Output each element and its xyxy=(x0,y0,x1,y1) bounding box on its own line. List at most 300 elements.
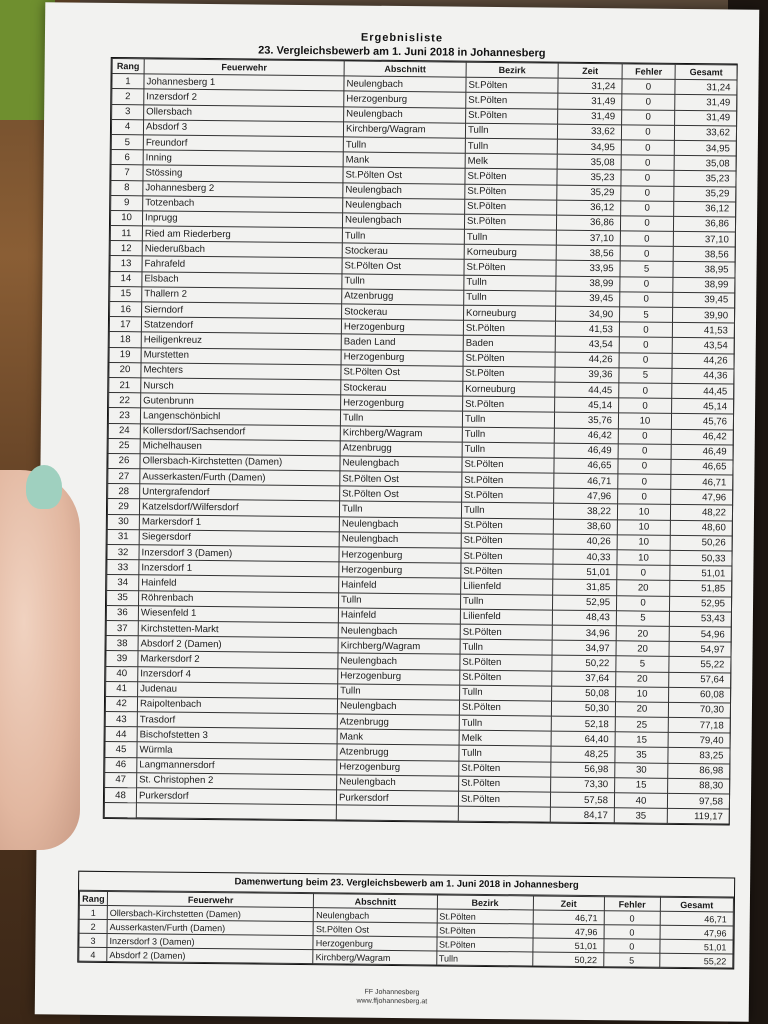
cell-rang: 4 xyxy=(79,947,107,961)
cell-bezirk: Tulln xyxy=(464,275,556,291)
cell-bezirk: Korneuburg xyxy=(463,381,555,397)
cell-rang: 13 xyxy=(110,256,142,272)
cell-rang: 48 xyxy=(104,787,136,803)
cell-gesamt: 46,49 xyxy=(671,444,733,460)
cell-zeit: 39,45 xyxy=(556,291,620,307)
cell-rang: 20 xyxy=(109,362,141,378)
cell-gesamt: 31,49 xyxy=(675,110,737,126)
cell-gesamt: 35,08 xyxy=(674,156,736,172)
cell-rang: 37 xyxy=(106,620,138,636)
cell-zeit: 38,99 xyxy=(556,276,620,292)
cell-bezirk: Tulln xyxy=(462,442,554,458)
cell-gesamt: 46,65 xyxy=(671,459,733,475)
cell-fehler: 0 xyxy=(619,322,672,338)
cell-zeit: 46,42 xyxy=(554,428,618,444)
cell-rang: 46 xyxy=(105,757,137,773)
cell-fehler: 15 xyxy=(615,778,668,794)
cell-feuerwehr: Absdorf 3 xyxy=(143,120,343,137)
damen-col-zeit: Zeit xyxy=(533,896,604,911)
cell-gesamt: 45,14 xyxy=(672,398,734,414)
cell-zeit: 47,96 xyxy=(554,488,618,504)
col-header-bezirk: Bezirk xyxy=(466,62,558,78)
cell-gesamt: 31,49 xyxy=(675,95,737,111)
cell-zeit: 34,97 xyxy=(552,640,616,656)
cell-zeit: 34,90 xyxy=(556,306,620,322)
cell-rang: 9 xyxy=(111,195,143,211)
cell-zeit: 35,23 xyxy=(557,169,621,185)
cell-fehler: 20 xyxy=(616,641,669,657)
cell-bezirk: Lilienfeld xyxy=(460,609,552,625)
cell-abschnitt: Neulengbach xyxy=(314,908,437,923)
cell-feuerwehr: Bischofstetten 3 xyxy=(137,727,337,744)
cell-fehler: 0 xyxy=(620,246,673,262)
results-table xyxy=(104,58,738,825)
cell-abschnitt: Mank xyxy=(337,729,459,745)
cell-fehler: 0 xyxy=(604,925,660,940)
cell-rang: 11 xyxy=(110,226,142,242)
cell-rang: 15 xyxy=(110,286,142,302)
cell-rang: 4 xyxy=(111,119,143,135)
cell-gesamt: 77,18 xyxy=(668,717,730,733)
cell-fehler: 0 xyxy=(620,216,673,232)
cell-fehler: 0 xyxy=(621,201,674,217)
damen-col-abschnitt: Abschnitt xyxy=(314,894,437,909)
cell-abschnitt: Stockerau xyxy=(342,243,464,259)
cell-bezirk: Lilienfeld xyxy=(461,579,553,595)
cell-gesamt: 51,01 xyxy=(660,939,733,954)
cell-abschnitt: Kirchberg/Wagram xyxy=(338,638,460,654)
cell-abschnitt: St.Pölten Ost xyxy=(313,922,436,937)
cell-rang: 6 xyxy=(111,150,143,166)
cell-fehler: 0 xyxy=(622,109,675,125)
cell-bezirk: Melk xyxy=(465,153,557,169)
cell-zeit: 44,45 xyxy=(555,382,619,398)
cell-rang: 3 xyxy=(112,104,144,120)
cell-rang: 42 xyxy=(105,696,137,712)
cell-fehler: 0 xyxy=(619,398,672,414)
cell-abschnitt: Stockerau xyxy=(341,380,463,396)
cell-fehler: 0 xyxy=(618,444,671,460)
cell-zeit: 50,22 xyxy=(532,952,603,967)
cell-feuerwehr: Thallern 2 xyxy=(142,287,342,304)
cell-gesamt: 44,36 xyxy=(672,368,734,384)
cell-rang: 43 xyxy=(105,712,137,728)
cell-rang: 1 xyxy=(79,905,107,919)
cell-abschnitt: Atzenbrugg xyxy=(342,289,464,305)
cell-rang: 14 xyxy=(110,271,142,287)
cell-feuerwehr: Inzersdorf 3 (Damen) xyxy=(139,545,339,562)
cell-abschnitt: Neulengbach xyxy=(344,76,466,92)
cell-zeit: 52,95 xyxy=(552,595,616,611)
cell-zeit: 48,25 xyxy=(551,747,615,763)
cell-bezirk: St.Pölten xyxy=(437,923,533,938)
cell-zeit: 46,71 xyxy=(533,910,604,925)
cell-bezirk: St.Pölten xyxy=(437,909,533,924)
cell-zeit: 34,96 xyxy=(552,625,616,641)
cell-bezirk: St.Pölten xyxy=(462,457,554,473)
cell-rang: 5 xyxy=(111,134,143,150)
cell-feuerwehr: Wiesenfeld 1 xyxy=(138,606,338,623)
cell-abschnitt: St.Pölten Ost xyxy=(341,365,463,381)
cell-fehler: 5 xyxy=(620,307,673,323)
cell-feuerwehr: Ollersbach-Kirchstetten (Damen) xyxy=(107,905,313,921)
cell-gesamt: 86,98 xyxy=(668,763,730,779)
damen-heading: Damenwertung beim 23. Vergleichsbewerb am 1. Juni 2018 in Johannesberg xyxy=(79,872,734,898)
cell-feuerwehr: Statzendorf xyxy=(141,317,341,334)
cell-feuerwehr: St. Christophen 2 xyxy=(137,773,337,790)
cell-fehler: 0 xyxy=(620,231,673,247)
cell-feuerwehr: Judenau xyxy=(138,681,338,698)
cell-gesamt: 50,26 xyxy=(670,535,732,551)
cell-gesamt: 43,54 xyxy=(672,338,734,354)
damen-col-gesamt: Gesamt xyxy=(660,897,733,912)
cell-feuerwehr: Langmannersdorf xyxy=(137,757,337,774)
cell-gesamt: 53,43 xyxy=(669,611,731,627)
cell-bezirk: St.Pölten xyxy=(464,214,556,230)
cell-gesamt: 38,99 xyxy=(673,277,735,293)
cell-bezirk: St.Pölten xyxy=(436,937,532,952)
cell-abschnitt: St.Pölten Ost xyxy=(343,167,465,183)
cell-fehler: 10 xyxy=(617,535,670,551)
cell-zeit: 73,30 xyxy=(551,777,615,793)
cell-abschnitt: Neulengbach xyxy=(344,106,466,122)
cell-zeit: 41,53 xyxy=(555,321,619,337)
cell-abschnitt: Neulengbach xyxy=(339,532,461,548)
cell-rang: 25 xyxy=(108,438,140,454)
cell-gesamt: 55,22 xyxy=(660,953,733,968)
cell-fehler: 35 xyxy=(614,808,667,824)
col-header-fehler: Fehler xyxy=(622,64,675,80)
cell-bezirk: St.Pölten xyxy=(460,670,552,686)
cell-abschnitt: Purkersdorf xyxy=(336,790,458,806)
cell-fehler: 10 xyxy=(618,413,671,429)
cell-rang: 1 xyxy=(112,74,144,90)
cell-feuerwehr xyxy=(136,803,336,820)
cell-zeit: 51,01 xyxy=(553,564,617,580)
damen-col-fehler: Fehler xyxy=(604,897,660,912)
cell-bezirk: Tulln xyxy=(459,746,551,762)
cell-abschnitt: Herzogenburg xyxy=(337,760,459,776)
cell-zeit: 44,26 xyxy=(555,352,619,368)
cell-feuerwehr: Ausserkasten/Furth (Damen) xyxy=(140,469,340,486)
cell-feuerwehr: Absdorf 2 (Damen) xyxy=(138,636,338,653)
cell-rang: 12 xyxy=(110,241,142,257)
col-header-feuerwehr: Feuerwehr xyxy=(144,59,344,76)
cell-gesamt: 119,17 xyxy=(667,809,729,825)
cell-abschnitt: Hainfeld xyxy=(338,608,460,624)
cell-bezirk: Tulln xyxy=(460,685,552,701)
cell-feuerwehr: Niederußbach xyxy=(142,241,342,258)
cell-feuerwehr: Ausserkasten/Furth (Damen) xyxy=(107,919,313,935)
cell-gesamt: 45,76 xyxy=(671,414,733,430)
cell-bezirk: Tulln xyxy=(464,290,556,306)
cell-rang: 18 xyxy=(109,332,141,348)
cell-bezirk: St.Pölten xyxy=(458,791,550,807)
cell-zeit: 33,62 xyxy=(557,124,621,140)
footer-url: www.ffjohannesberg.at xyxy=(356,997,428,1006)
cell-fehler: 0 xyxy=(621,155,674,171)
cell-zeit: 46,71 xyxy=(554,473,618,489)
cell-fehler: 20 xyxy=(616,671,669,687)
results-table-frame xyxy=(103,57,738,826)
cell-gesamt: 36,86 xyxy=(673,216,735,232)
cell-rang: 26 xyxy=(108,453,140,469)
cell-bezirk xyxy=(458,806,550,822)
cell-gesamt: 35,23 xyxy=(674,171,736,187)
cell-fehler: 0 xyxy=(619,383,672,399)
cell-gesamt: 60,08 xyxy=(669,687,731,703)
cell-gesamt: 41,53 xyxy=(672,323,734,339)
cell-feuerwehr: Johannesberg 2 xyxy=(143,180,343,197)
cell-fehler: 40 xyxy=(614,793,667,809)
cell-abschnitt: Mank xyxy=(343,152,465,168)
cell-abschnitt: Kirchberg/Wagram xyxy=(313,950,436,965)
cell-rang: 2 xyxy=(112,89,144,105)
cell-zeit: 31,85 xyxy=(553,580,617,596)
cell-gesamt: 48,60 xyxy=(670,520,732,536)
cell-bezirk: St.Pölten xyxy=(462,487,554,503)
cell-bezirk: Tulln xyxy=(465,123,557,139)
cell-gesamt: 70,30 xyxy=(668,702,730,718)
cell-feuerwehr: Kirchstetten-Markt xyxy=(138,621,338,638)
cell-gesamt: 47,96 xyxy=(671,490,733,506)
cell-feuerwehr: Markersdorf 1 xyxy=(139,514,339,531)
cell-bezirk: St.Pölten xyxy=(461,533,553,549)
col-header-abschnitt: Abschnitt xyxy=(344,61,466,77)
cell-fehler: 15 xyxy=(615,732,668,748)
cell-fehler: 10 xyxy=(616,686,669,702)
cell-feuerwehr: Murstetten xyxy=(141,347,341,364)
cell-gesamt: 46,71 xyxy=(660,911,733,926)
cell-abschnitt: Neulengbach xyxy=(342,213,464,229)
cell-feuerwehr: Inzersdorf 3 (Damen) xyxy=(107,933,313,949)
cell-abschnitt: Neulengbach xyxy=(337,775,459,791)
cell-gesamt: 47,96 xyxy=(660,925,733,940)
cell-feuerwehr: Johannesberg 1 xyxy=(144,74,344,91)
cell-bezirk: Tulln xyxy=(465,138,557,154)
cell-zeit: 38,22 xyxy=(553,504,617,520)
cell-fehler: 20 xyxy=(616,626,669,642)
cell-bezirk: St.Pölten xyxy=(466,93,558,109)
cell-rang: 22 xyxy=(109,393,141,409)
cell-feuerwehr: Inzersdorf 1 xyxy=(139,560,339,577)
cell-abschnitt: Neulengbach xyxy=(343,182,465,198)
cell-feuerwehr: Elsbach xyxy=(142,271,342,288)
cell-abschnitt: Tulln xyxy=(342,228,464,244)
cell-bezirk: Tulln xyxy=(464,229,556,245)
cell-fehler: 5 xyxy=(619,368,672,384)
cell-fehler: 30 xyxy=(615,762,668,778)
cell-abschnitt: St.Pölten Ost xyxy=(340,486,462,502)
cell-abschnitt: Neulengbach xyxy=(337,699,459,715)
cell-zeit: 50,08 xyxy=(552,686,616,702)
cell-bezirk: St.Pölten xyxy=(459,761,551,777)
damen-body xyxy=(79,905,734,968)
cell-fehler: 0 xyxy=(621,125,674,141)
cell-feuerwehr: Michelhausen xyxy=(140,438,340,455)
sheet-footer xyxy=(35,984,749,1009)
cell-zeit: 46,49 xyxy=(554,443,618,459)
cell-abschnitt: Herzogenburg xyxy=(344,91,466,107)
cell-fehler: 0 xyxy=(616,595,669,611)
cell-rang: 30 xyxy=(107,514,139,530)
cell-feuerwehr: Freundorf xyxy=(143,135,343,152)
cell-rang: 24 xyxy=(108,423,140,439)
cell-gesamt: 50,33 xyxy=(670,550,732,566)
damen-table xyxy=(78,891,734,969)
cell-abschnitt: Kirchberg/Wagram xyxy=(343,122,465,138)
cell-zeit: 57,58 xyxy=(550,792,614,808)
cell-fehler: 0 xyxy=(618,489,671,505)
cell-abschnitt: Hainfeld xyxy=(339,577,461,593)
cell-rang: 28 xyxy=(108,484,140,500)
cell-abschnitt: Baden Land xyxy=(341,334,463,350)
cell-rang: 31 xyxy=(107,529,139,545)
cell-bezirk: Baden xyxy=(463,336,555,352)
cell-rang: 10 xyxy=(110,210,142,226)
hand-holding-paper xyxy=(0,470,80,850)
cell-feuerwehr: Siegersdorf xyxy=(139,530,339,547)
cell-gesamt: 97,58 xyxy=(667,793,729,809)
cell-fehler: 0 xyxy=(622,94,675,110)
cell-rang: 44 xyxy=(105,727,137,743)
cell-rang: 38 xyxy=(106,636,138,652)
cell-feuerwehr: Kollersdorf/Sachsendorf xyxy=(140,423,340,440)
cell-zeit: 36,86 xyxy=(556,215,620,231)
cell-fehler: 0 xyxy=(621,185,674,201)
cell-fehler: 0 xyxy=(622,79,675,95)
cell-abschnitt: Herzogenburg xyxy=(339,547,461,563)
cell-fehler: 10 xyxy=(617,519,670,535)
cell-zeit: 52,18 xyxy=(551,716,615,732)
cell-gesamt: 51,85 xyxy=(670,581,732,597)
cell-abschnitt: Herzogenburg xyxy=(341,319,463,335)
cell-rang: 16 xyxy=(110,301,142,317)
cell-gesamt: 38,56 xyxy=(673,247,735,263)
cell-bezirk: St.Pölten xyxy=(463,351,555,367)
cell-bezirk: Tulln xyxy=(461,503,553,519)
cell-zeit: 64,40 xyxy=(551,731,615,747)
cell-feuerwehr: Röhrenbach xyxy=(139,590,339,607)
cell-abschnitt: Atzenbrugg xyxy=(337,744,459,760)
cell-abschnitt: Tulln xyxy=(343,137,465,153)
cell-zeit: 40,26 xyxy=(553,534,617,550)
cell-abschnitt: Tulln xyxy=(342,274,464,290)
cell-fehler: 5 xyxy=(616,656,669,672)
col-header-rang: Rang xyxy=(112,58,144,74)
cell-rang: 45 xyxy=(105,742,137,758)
cell-rang: 21 xyxy=(109,377,141,393)
cell-abschnitt: Neulengbach xyxy=(339,517,461,533)
cell-zeit: 38,56 xyxy=(556,245,620,261)
cell-zeit: 35,29 xyxy=(557,185,621,201)
cell-rang: 8 xyxy=(111,180,143,196)
sheet-title: Ergebnisliste xyxy=(360,31,444,45)
cell-zeit: 46,65 xyxy=(554,458,618,474)
cell-feuerwehr: Inprugg xyxy=(142,211,342,228)
cell-feuerwehr: Inzersdorf 4 xyxy=(138,666,338,683)
cell-fehler: 35 xyxy=(615,747,668,763)
cell-fehler: 0 xyxy=(619,337,672,353)
cell-bezirk: St.Pölten xyxy=(465,184,557,200)
cell-abschnitt: Tulln xyxy=(338,592,460,608)
cell-bezirk: Melk xyxy=(459,730,551,746)
cell-gesamt: 38,95 xyxy=(673,262,735,278)
cell-rang: 32 xyxy=(107,544,139,560)
cell-bezirk: St.Pölten xyxy=(466,108,558,124)
cell-feuerwehr: Katzelsdorf/Wilfersdorf xyxy=(139,499,339,516)
cell-gesamt: 54,96 xyxy=(669,626,731,642)
cell-fehler: 0 xyxy=(619,352,672,368)
cell-gesamt: 39,45 xyxy=(673,292,735,308)
cell-abschnitt: Tulln xyxy=(339,501,461,517)
cell-fehler: 0 xyxy=(618,474,671,490)
cell-abschnitt: Neulengbach xyxy=(343,198,465,214)
footer-org: FF Johannesberg xyxy=(364,988,420,997)
cell-feuerwehr: Stössing xyxy=(143,165,343,182)
fingernail xyxy=(26,465,62,509)
cell-gesamt: 34,95 xyxy=(674,140,736,156)
cell-abschnitt xyxy=(336,805,458,821)
cell-gesamt: 51,01 xyxy=(670,566,732,582)
cell-rang: 3 xyxy=(79,933,107,947)
cell-rang: 17 xyxy=(109,317,141,333)
cell-feuerwehr: Sierndorf xyxy=(142,302,342,319)
cell-bezirk: Tulln xyxy=(462,411,554,427)
cell-fehler: 0 xyxy=(604,911,660,926)
cell-bezirk: Korneuburg xyxy=(464,305,556,321)
cell-zeit: 31,49 xyxy=(558,109,622,125)
cell-rang: 41 xyxy=(106,681,138,697)
results-sheet xyxy=(35,2,760,1021)
cell-feuerwehr: Purkersdorf xyxy=(136,788,336,805)
cell-gesamt: 44,45 xyxy=(672,383,734,399)
cell-fehler: 25 xyxy=(615,717,668,733)
cell-bezirk: St.Pölten xyxy=(463,320,555,336)
cell-gesamt: 54,97 xyxy=(669,641,731,657)
cell-rang: 39 xyxy=(106,651,138,667)
cell-gesamt: 79,40 xyxy=(668,733,730,749)
cell-rang: 33 xyxy=(107,560,139,576)
cell-fehler: 0 xyxy=(604,939,660,954)
cell-feuerwehr: Würmla xyxy=(137,742,337,759)
damen-col-feuerwehr: Feuerwehr xyxy=(107,891,313,907)
cell-zeit: 33,95 xyxy=(556,261,620,277)
cell-rang: 29 xyxy=(107,499,139,515)
cell-fehler: 0 xyxy=(620,276,673,292)
cell-abschnitt: St.Pölten Ost xyxy=(340,471,462,487)
cell-fehler: 0 xyxy=(621,170,674,186)
cell-fehler: 0 xyxy=(620,292,673,308)
cell-gesamt: 48,22 xyxy=(670,505,732,521)
cell-feuerwehr: Markersdorf 2 xyxy=(138,651,338,668)
cell-feuerwehr: Heiligenkreuz xyxy=(141,332,341,349)
cell-zeit: 51,01 xyxy=(533,938,604,953)
cell-feuerwehr: Ollersbach-Kirchstetten (Damen) xyxy=(140,454,340,471)
cell-rang: 35 xyxy=(107,590,139,606)
cell-bezirk: Tulln xyxy=(462,427,554,443)
cell-rang: 36 xyxy=(106,605,138,621)
cell-abschnitt: Tulln xyxy=(340,410,462,426)
cell-rang: 47 xyxy=(105,772,137,788)
cell-rang: 23 xyxy=(108,408,140,424)
cell-fehler: 5 xyxy=(616,611,669,627)
cell-abschnitt: Atzenbrugg xyxy=(337,714,459,730)
cell-gesamt: 46,71 xyxy=(671,474,733,490)
cell-bezirk: Tulln xyxy=(460,594,552,610)
cell-abschnitt: Herzogenburg xyxy=(339,562,461,578)
cell-bezirk: St.Pölten xyxy=(465,169,557,185)
